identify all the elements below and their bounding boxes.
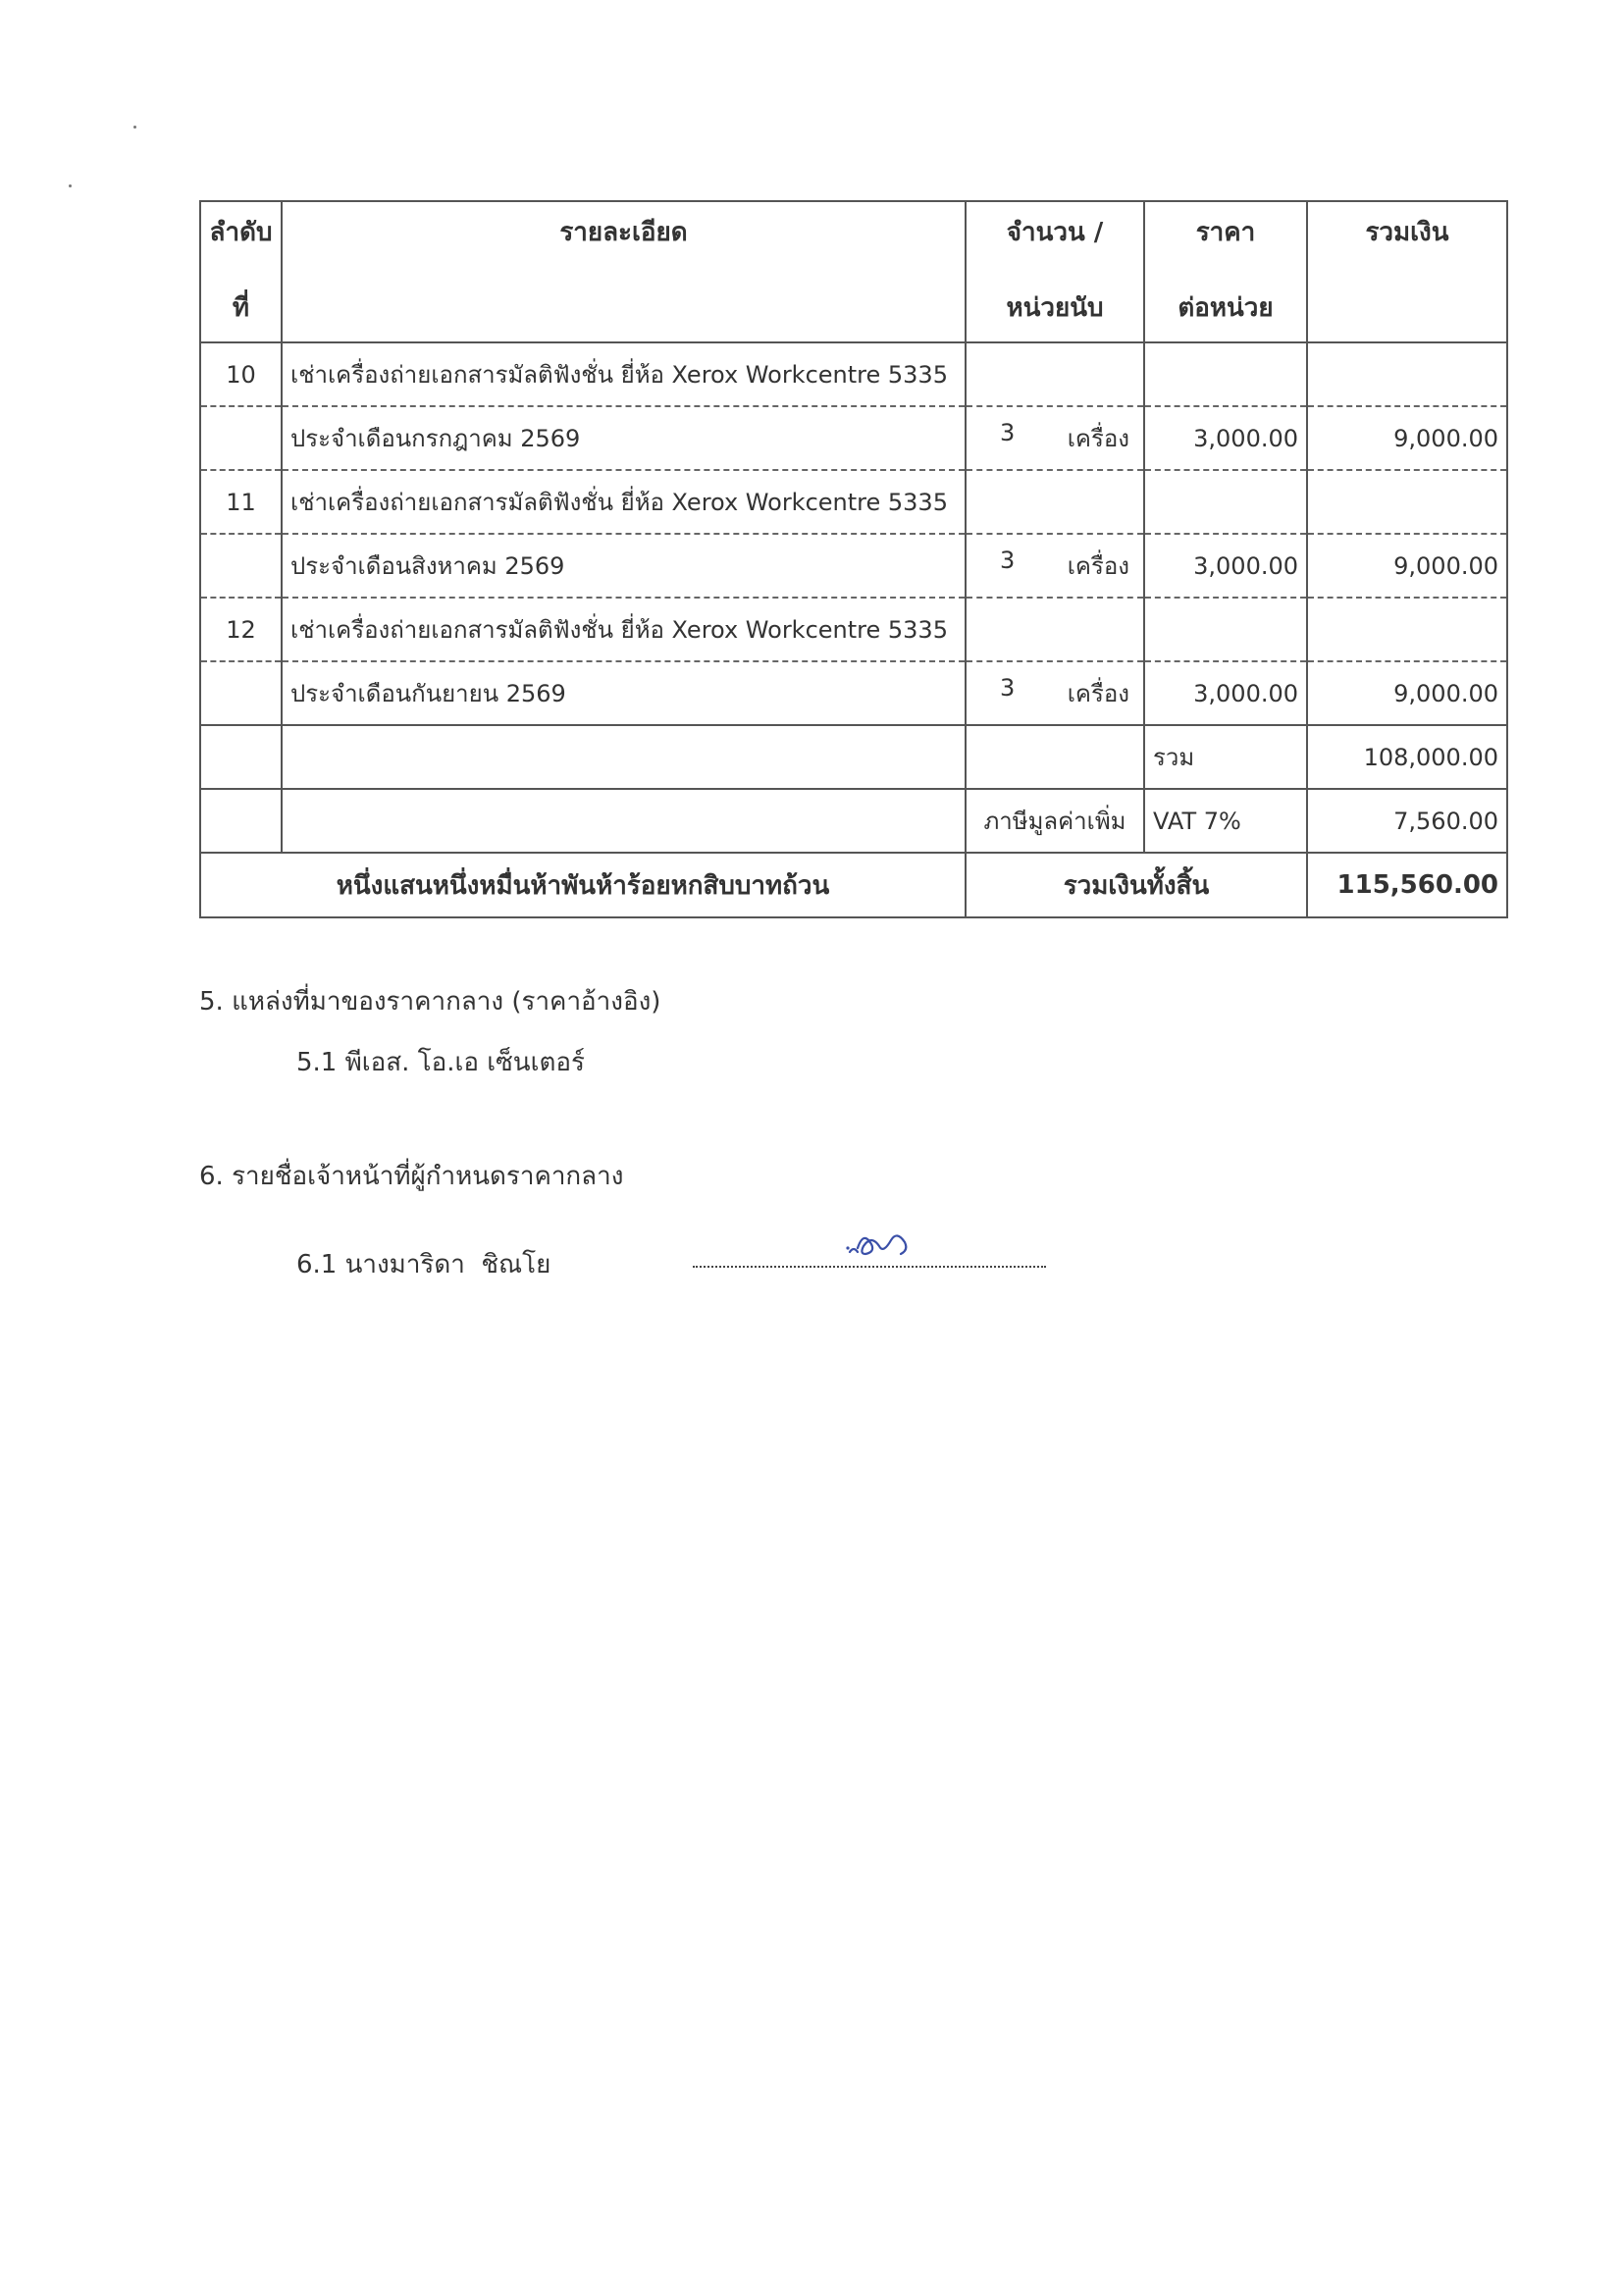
- table-row: [200, 534, 1507, 598]
- section-6-item: 6.1 นางมาริดา ชิณโย: [296, 1250, 551, 1279]
- table-row: [200, 470, 1507, 534]
- row-period: ประจำเดือนสิงหาคม 2569: [282, 534, 966, 598]
- table-row: [200, 598, 1507, 661]
- row-number: 11: [200, 470, 282, 534]
- price-table: [199, 200, 1508, 918]
- header-no: ลำดับ ที่: [200, 201, 282, 342]
- signature-mark: [844, 1219, 932, 1266]
- row-unit-price: 3,000.00: [1144, 534, 1307, 598]
- row-unit-price: 3,000.00: [1144, 406, 1307, 470]
- vat-label: ภาษีมูลค่าเพิ่ม: [966, 789, 1144, 853]
- header-detail: รายละเอียด: [282, 201, 966, 342]
- row-description: เช่าเครื่องถ่ายเอกสารมัลติฟังชั่น ยี่ห้อ Xerox Workcentre 5335: [282, 598, 966, 661]
- header-quantity: จำนวน / หน่วยนับ: [966, 201, 1144, 342]
- row-total: 9,000.00: [1307, 661, 1507, 725]
- quantity-unit: เครื่อง: [1067, 425, 1129, 452]
- quantity-value: 3: [1000, 419, 1016, 446]
- subtotal-value: 108,000.00: [1307, 725, 1507, 789]
- grand-total-value: 115,560.00: [1307, 853, 1507, 917]
- row-total: 9,000.00: [1307, 406, 1507, 470]
- row-quantity: [966, 406, 1144, 470]
- section-6-heading: 6. รายชื่อเจ้าหน้าที่ผู้กำหนดราคากลาง: [199, 1162, 624, 1191]
- scan-speck: [133, 126, 136, 129]
- vat-value: 7,560.00: [1307, 789, 1507, 853]
- row-description: เช่าเครื่องถ่ายเอกสารมัลติฟังชั่น ยี่ห้อ Xerox Workcentre 5335: [282, 342, 966, 406]
- row-number: 10: [200, 342, 282, 406]
- section-5-item: 5.1 พีเอส. โอ.เอ เซ็นเตอร์: [296, 1048, 585, 1077]
- quantity-value: 3: [1000, 547, 1016, 574]
- row-unit-price: 3,000.00: [1144, 661, 1307, 725]
- subtotal-label: รวม: [1144, 725, 1307, 789]
- row-period: ประจำเดือนกันยายน 2569: [282, 661, 966, 725]
- row-period: ประจำเดือนกรกฎาคม 2569: [282, 406, 966, 470]
- grand-total-label: รวมเงินทั้งสิ้น: [966, 853, 1307, 917]
- row-number: 12: [200, 598, 282, 661]
- row-quantity: [966, 661, 1144, 725]
- amount-in-words: หนึ่งแสนหนึ่งหมื่นห้าพันห้าร้อยหกสิบบาทถ้วน: [200, 853, 966, 917]
- row-quantity: [966, 534, 1144, 598]
- quantity-unit: เครื่อง: [1067, 680, 1129, 707]
- vat-rate: VAT 7%: [1144, 789, 1307, 853]
- scan-speck: [69, 184, 72, 187]
- header-unit-price: ราคา ต่อหน่วย: [1144, 201, 1307, 342]
- header-total: รวมเงิน: [1307, 201, 1507, 342]
- row-total: 9,000.00: [1307, 534, 1507, 598]
- table-row: [200, 406, 1507, 470]
- quantity-unit: เครื่อง: [1067, 552, 1129, 580]
- section-5-heading: 5. แหล่งที่มาของราคากลาง (ราคาอ้างอิง): [199, 987, 661, 1017]
- table-header-row: [200, 201, 1507, 342]
- grand-total-row: [200, 853, 1507, 917]
- quantity-value: 3: [1000, 674, 1016, 702]
- subtotal-row: [200, 725, 1507, 789]
- row-description: เช่าเครื่องถ่ายเอกสารมัลติฟังชั่น ยี่ห้อ Xerox Workcentre 5335: [282, 470, 966, 534]
- table-row: [200, 661, 1507, 725]
- table-row: [200, 342, 1507, 406]
- vat-row: [200, 789, 1507, 853]
- signature-line: [693, 1266, 1046, 1268]
